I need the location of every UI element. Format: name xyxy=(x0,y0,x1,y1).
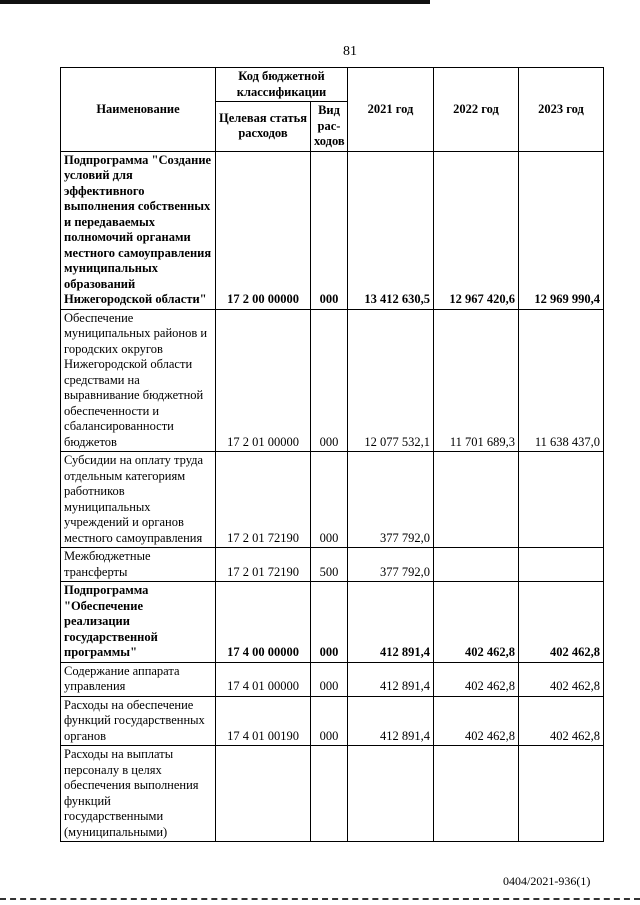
row-expense-type: 000 xyxy=(311,309,348,452)
row-value-2022: 402 462,8 xyxy=(434,696,519,746)
row-target-article: 17 2 01 00000 xyxy=(216,309,311,452)
budget-table xyxy=(60,67,604,842)
row-expense-type xyxy=(311,746,348,842)
row-value-2022: 402 462,8 xyxy=(434,662,519,696)
row-target-article xyxy=(216,746,311,842)
row-target-article: 17 4 01 00000 xyxy=(216,662,311,696)
row-value-2021: 12 077 532,1 xyxy=(348,309,434,452)
table-row xyxy=(61,452,604,548)
row-expense-type: 500 xyxy=(311,548,348,582)
header-name: Наименование xyxy=(61,68,216,152)
row-value-2021: 412 891,4 xyxy=(348,662,434,696)
row-value-2023: 402 462,8 xyxy=(519,582,604,663)
row-name: Подпрограмма "Обеспечение реализации государственной программы" xyxy=(61,582,216,663)
row-value-2023: 402 462,8 xyxy=(519,696,604,746)
row-target-article: 17 2 01 72190 xyxy=(216,452,311,548)
row-value-2021: 377 792,0 xyxy=(348,452,434,548)
row-name: Обеспечение муниципальных районов и городских округов Нижегородской области средствами на выравнивание бюджетной обеспеченности и сбалансированности бюджетов xyxy=(61,309,216,452)
row-value-2023: 402 462,8 xyxy=(519,662,604,696)
table-row xyxy=(61,309,604,452)
row-value-2021: 412 891,4 xyxy=(348,582,434,663)
header-expense-type: Вид рас-ходов xyxy=(311,102,348,152)
row-expense-type: 000 xyxy=(311,452,348,548)
row-target-article: 17 2 00 00000 xyxy=(216,151,311,309)
header-target-article: Целевая статья расходов xyxy=(216,102,311,152)
table-body xyxy=(61,151,604,842)
row-value-2021: 377 792,0 xyxy=(348,548,434,582)
row-value-2022: 402 462,8 xyxy=(434,582,519,663)
row-name: Расходы на выплаты персоналу в целях обеспечения выполнения функций государственными (муниципальными) xyxy=(61,746,216,842)
row-target-article: 17 4 00 00000 xyxy=(216,582,311,663)
table-row xyxy=(61,662,604,696)
row-expense-type: 000 xyxy=(311,582,348,663)
row-value-2022: 11 701 689,3 xyxy=(434,309,519,452)
row-value-2022 xyxy=(434,746,519,842)
table-row xyxy=(61,746,604,842)
row-name: Подпрограмма "Создание условий для эффективного выполнения собственных и передаваемых полномочий органами местного самоуправления муниципальных образований Нижегородской области" xyxy=(61,151,216,309)
row-name: Содержание аппарата управления xyxy=(61,662,216,696)
document-code: 0404/2021-936(1) xyxy=(503,874,591,888)
table-row xyxy=(61,548,604,582)
row-expense-type: 000 xyxy=(311,151,348,309)
row-value-2022: 12 967 420,6 xyxy=(434,151,519,309)
row-value-2021 xyxy=(348,746,434,842)
row-name: Расходы на обеспечение функций государственных органов xyxy=(61,696,216,746)
header-2023: 2023 год xyxy=(519,68,604,152)
bottom-divider xyxy=(0,898,640,900)
page-number: 81 xyxy=(343,44,357,59)
row-target-article: 17 2 01 72190 xyxy=(216,548,311,582)
row-value-2023 xyxy=(519,746,604,842)
row-target-article: 17 4 01 00190 xyxy=(216,696,311,746)
row-expense-type: 000 xyxy=(311,662,348,696)
row-value-2023: 12 969 990,4 xyxy=(519,151,604,309)
row-value-2022 xyxy=(434,548,519,582)
row-value-2023 xyxy=(519,548,604,582)
row-expense-type: 000 xyxy=(311,696,348,746)
row-value-2021: 412 891,4 xyxy=(348,696,434,746)
row-value-2023 xyxy=(519,452,604,548)
row-name: Субсидии на оплату труда отдельным категориям работников муниципальных учреждений и органов местного самоуправления xyxy=(61,452,216,548)
table-row xyxy=(61,582,604,663)
top-border-line xyxy=(0,0,430,4)
header-2021: 2021 год xyxy=(348,68,434,152)
table-row xyxy=(61,696,604,746)
row-value-2022 xyxy=(434,452,519,548)
header-budget-code: Код бюджетной классификации xyxy=(216,68,348,102)
row-value-2021: 13 412 630,5 xyxy=(348,151,434,309)
table-row xyxy=(61,151,604,309)
row-value-2023: 11 638 437,0 xyxy=(519,309,604,452)
row-name: Межбюджетные трансферты xyxy=(61,548,216,582)
header-2022: 2022 год xyxy=(434,68,519,152)
